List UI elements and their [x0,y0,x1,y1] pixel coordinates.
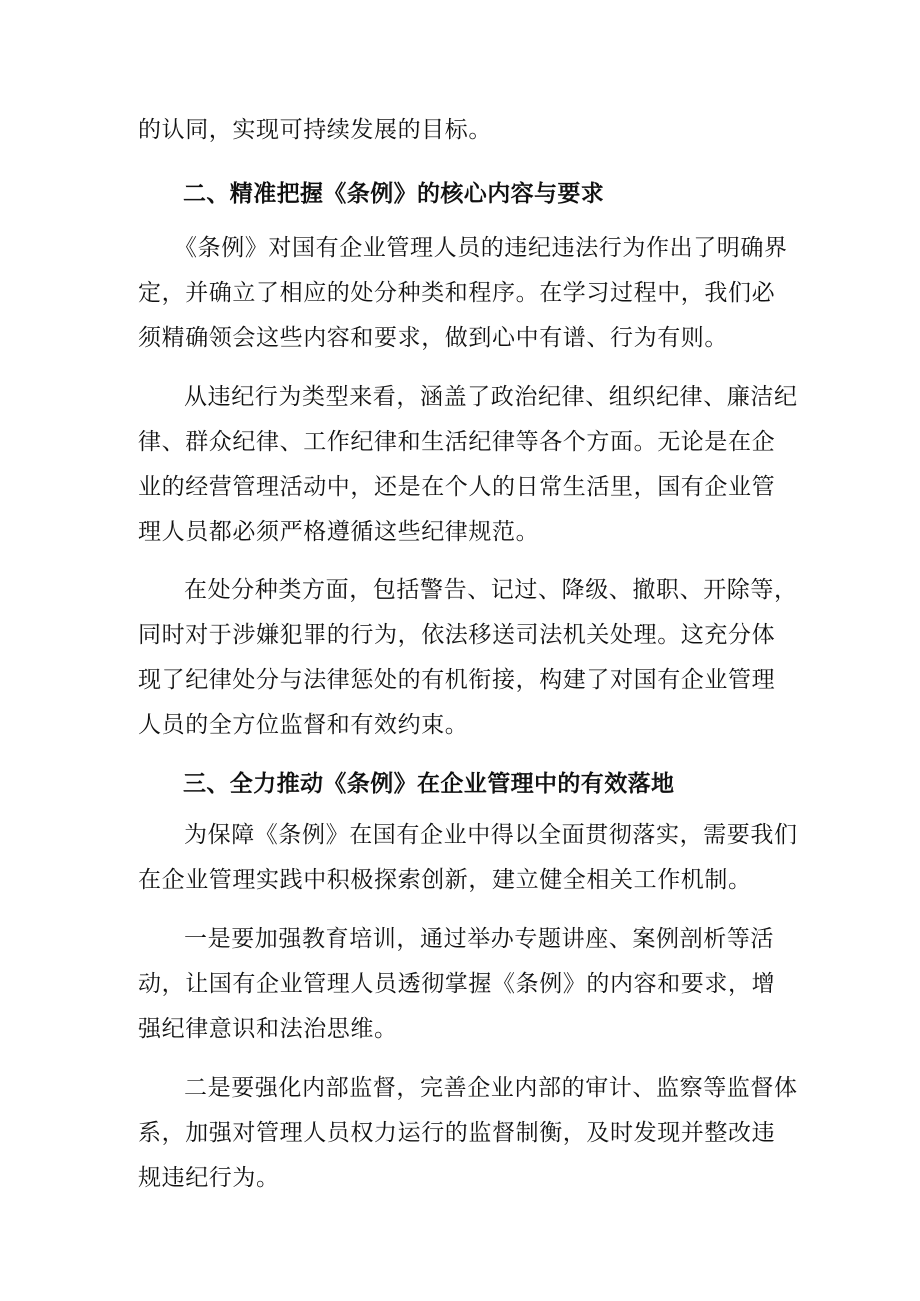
paragraph-3: 在处分种类方面，包括警告、记过、降级、撤职、开除等，同时对于涉嫌犯罪的行为，依法移送司法机关处理。这充分体现了纪律处分与法律惩处的有机衔接，构建了对国有企业管理人员的全方位监督和有效约束。 [138,577,798,738]
paragraph-continuation: 的认同，实现可持续发展的目标。 [138,117,492,143]
paragraph-4: 为保障《条例》在国有企业中得以全面贯彻落实，需要我们在企业管理实践中积极探索创新，建立健全相关工作机制。 [138,822,798,893]
paragraph-1: 《条例》对国有企业管理人员的违纪违法行为作出了明确界定，并确立了相应的处分种类和程序。在学习过程中，我们必须精确领会这些内容和要求，做到心中有谱、行为有则。 [138,235,788,351]
paragraph-2: 从违纪行为类型来看，涵盖了政治纪律、组织纪律、廉洁纪律、群众纪律、工作纪律和生活纪律等各个方面。无论是在企业的经营管理活动中，还是在个人的日常生活里，国有企业管理人员都必须严格遵循这些纪律规范。 [138,384,798,545]
paragraph-6: 二是要强化内部监督，完善企业内部的审计、监察等监督体系，加强对管理人员权力运行的监督制衡，及时发现并整改违规违纪行为。 [138,1075,798,1191]
paragraph-5: 一是要加强教育培训，通过举办专题讲座、案例剖析等活动，让国有企业管理人员透彻掌握《条例》的内容和要求，增强纪律意识和法治思维。 [138,926,776,1042]
section-heading-2: 二、精准把握《条例》的核心内容与要求 [183,181,605,207]
section-heading-3: 三、全力推动《条例》在企业管理中的有效落地 [183,771,675,797]
